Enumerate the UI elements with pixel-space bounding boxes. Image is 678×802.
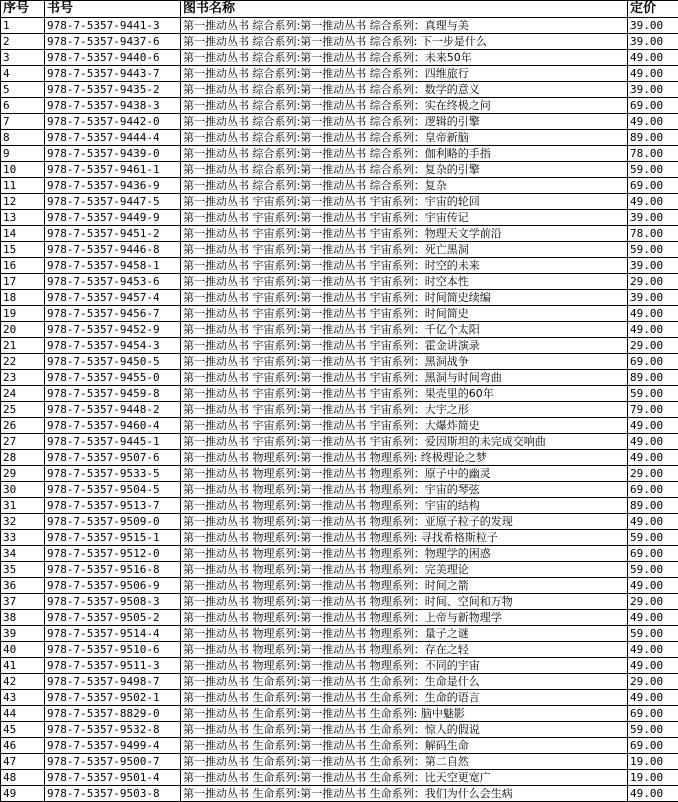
cell-title[interactable]: 第一推动丛书 物理系列:第一推动丛书 物理系列: 终极理论之梦: [181, 450, 628, 466]
cell-isbn[interactable]: 978-7-5357-9437-6: [45, 34, 181, 50]
cell-price[interactable]: 39.00: [628, 258, 678, 274]
table-row: [1, 610, 678, 626]
table-row: [1, 210, 678, 226]
cell-no[interactable]: 18: [1, 290, 45, 306]
cell-no[interactable]: 12: [1, 194, 45, 210]
cell-no[interactable]: 14: [1, 226, 45, 242]
cell-isbn[interactable]: 978-7-5357-9505-2: [45, 610, 181, 626]
cell-title[interactable]: 第一推动丛书 宇宙系列:第一推动丛书 宇宙系列：时空的未来: [181, 258, 628, 274]
cell-no[interactable]: 26: [1, 418, 45, 434]
cell-title[interactable]: 第一推动丛书 生命系列:第一推动丛书 生命系列：生命是什么: [181, 674, 628, 690]
cell-isbn[interactable]: 978-7-5357-9438-3: [45, 98, 181, 114]
cell-title[interactable]: 第一推动丛书 生命系列:第一推动丛书 生命系列：生命的语言: [181, 690, 628, 706]
cell-isbn[interactable]: 978-7-5357-9439-0: [45, 146, 181, 162]
cell-price[interactable]: 39.00: [628, 210, 678, 226]
cell-isbn[interactable]: 978-7-5357-9458-1: [45, 258, 181, 274]
cell-isbn[interactable]: 978-7-5357-9508-3: [45, 594, 181, 610]
table-row: [1, 162, 678, 178]
table-row: [1, 338, 678, 354]
cell-isbn[interactable]: 978-7-5357-9515-1: [45, 530, 181, 546]
cell-price[interactable]: 29.00: [628, 338, 678, 354]
cell-title[interactable]: 第一推动丛书 生命系列:第一推动丛书 生命系列：惊人的假说: [181, 722, 628, 738]
cell-price[interactable]: 79.00: [628, 402, 678, 418]
cell-no[interactable]: 3: [1, 50, 45, 66]
cell-price[interactable]: 19.00: [628, 770, 678, 786]
cell-price[interactable]: 59.00: [628, 722, 678, 738]
cell-price[interactable]: 69.00: [628, 546, 678, 562]
table-row: [1, 306, 678, 322]
cell-price[interactable]: 69.00: [628, 482, 678, 498]
cell-price[interactable]: 59.00: [628, 386, 678, 402]
cell-price[interactable]: 89.00: [628, 498, 678, 514]
cell-price[interactable]: 49.00: [628, 642, 678, 658]
table-row: [1, 226, 678, 242]
cell-price[interactable]: 49.00: [628, 418, 678, 434]
cell-price[interactable]: 49.00: [628, 450, 678, 466]
cell-no[interactable]: 9: [1, 146, 45, 162]
table-body: [1, 18, 678, 802]
cell-price[interactable]: 59.00: [628, 162, 678, 178]
cell-title[interactable]: 第一推动丛书 物理系列:第一推动丛书 物理系列：时间、空间和万物: [181, 594, 628, 610]
cell-isbn[interactable]: 978-7-5357-9509-0: [45, 514, 181, 530]
cell-title[interactable]: 第一推动丛书 宇宙系列:第一推动丛书 宇宙系列：物理天文学前沿: [181, 226, 628, 242]
cell-isbn[interactable]: 978-7-5357-9457-4: [45, 290, 181, 306]
cell-isbn[interactable]: 978-7-5357-9451-2: [45, 226, 181, 242]
table-row: [1, 466, 678, 482]
cell-title[interactable]: 第一推动丛书 物理系列:第一推动丛书 物理系列：不同的宇宙: [181, 658, 628, 674]
cell-title[interactable]: 第一推动丛书 物理系列:第一推动丛书 物理系列：完美理论: [181, 562, 628, 578]
table-row: [1, 514, 678, 530]
cell-price[interactable]: 49.00: [628, 114, 678, 130]
cell-isbn[interactable]: 978-7-5357-9533-5: [45, 466, 181, 482]
cell-isbn[interactable]: 978-7-5357-9513-7: [45, 498, 181, 514]
cell-title[interactable]: 第一推动丛书 宇宙系列:第一推动丛书 宇宙系列：果壳里的60年: [181, 386, 628, 402]
cell-no[interactable]: 41: [1, 658, 45, 674]
cell-title[interactable]: 第一推动丛书 综合系列:第一推动丛书 综合系列：四维旅行: [181, 66, 628, 82]
table-row: [1, 722, 678, 738]
cell-no[interactable]: 13: [1, 210, 45, 226]
cell-isbn[interactable]: 978-7-5357-9440-6: [45, 50, 181, 66]
cell-no[interactable]: 10: [1, 162, 45, 178]
cell-no[interactable]: 15: [1, 242, 45, 258]
cell-title[interactable]: 第一推动丛书 物理系列:第一推动丛书 物理系列：宇宙的结构: [181, 498, 628, 514]
cell-no[interactable]: 22: [1, 354, 45, 370]
cell-price[interactable]: 49.00: [628, 306, 678, 322]
cell-isbn[interactable]: 978-7-5357-9516-8: [45, 562, 181, 578]
cell-title[interactable]: 第一推动丛书 生命系列:第一推动丛书 生命系列: 脑中魅影: [181, 706, 628, 722]
cell-isbn[interactable]: 978-7-5357-9447-5: [45, 194, 181, 210]
cell-price[interactable]: 49.00: [628, 610, 678, 626]
cell-no[interactable]: 5: [1, 82, 45, 98]
cell-price[interactable]: 78.00: [628, 146, 678, 162]
cell-isbn[interactable]: 978-7-5357-9445-1: [45, 434, 181, 450]
cell-price[interactable]: 49.00: [628, 194, 678, 210]
cell-title[interactable]: 第一推动丛书 宇宙系列:第一推动丛书 宇宙系列：大宇之形: [181, 402, 628, 418]
cell-isbn[interactable]: 978-7-5357-9511-3: [45, 658, 181, 674]
cell-title[interactable]: 第一推动丛书 宇宙系列:第一推动丛书 宇宙系列：黑洞与时间弯曲: [181, 370, 628, 386]
cell-no[interactable]: 35: [1, 562, 45, 578]
cell-title[interactable]: 第一推动丛书 物理系列:第一推动丛书 物理系列: 寻找希格斯粒子: [181, 530, 628, 546]
cell-no[interactable]: 17: [1, 274, 45, 290]
cell-no[interactable]: 27: [1, 434, 45, 450]
cell-isbn[interactable]: 978-7-5357-9500-7: [45, 754, 181, 770]
cell-no[interactable]: 49: [1, 786, 45, 802]
table-row: [1, 690, 678, 706]
table-row: [1, 82, 678, 98]
table-row: [1, 18, 678, 34]
cell-isbn[interactable]: 978-7-5357-9435-2: [45, 82, 181, 98]
cell-title[interactable]: 第一推动丛书 综合系列:第一推动丛书 综合系列：数学的意义: [181, 82, 628, 98]
table-row: [1, 66, 678, 82]
cell-isbn[interactable]: 978-7-5357-9506-9: [45, 578, 181, 594]
cell-price[interactable]: 59.00: [628, 242, 678, 258]
table-row: [1, 562, 678, 578]
cell-price[interactable]: 59.00: [628, 562, 678, 578]
cell-no[interactable]: 33: [1, 530, 45, 546]
cell-price[interactable]: 49.00: [628, 786, 678, 802]
cell-isbn[interactable]: 978-7-5357-8829-0: [45, 706, 181, 722]
table-row: [1, 498, 678, 514]
header-no[interactable]: 序号: [1, 1, 45, 18]
cell-title[interactable]: 第一推动丛书 宇宙系列:第一推动丛书 宇宙系列：时空本性: [181, 274, 628, 290]
table-row: [1, 50, 678, 66]
cell-isbn[interactable]: 978-7-5357-9444-4: [45, 130, 181, 146]
table-row: [1, 274, 678, 290]
cell-title[interactable]: 第一推动丛书 综合系列:第一推动丛书 综合系列：复杂的引擎: [181, 162, 628, 178]
cell-no[interactable]: 4: [1, 66, 45, 82]
cell-no[interactable]: 11: [1, 178, 45, 194]
cell-price[interactable]: 39.00: [628, 34, 678, 50]
cell-no[interactable]: 28: [1, 450, 45, 466]
header-row: [1, 1, 678, 18]
cell-isbn[interactable]: 978-7-5357-9448-2: [45, 402, 181, 418]
cell-price[interactable]: 69.00: [628, 738, 678, 754]
cell-title[interactable]: 第一推动丛书 物理系列:第一推动丛书 物理系列：原子中的幽灵: [181, 466, 628, 482]
cell-isbn[interactable]: 978-7-5357-9503-8: [45, 786, 181, 802]
cell-no[interactable]: 24: [1, 386, 45, 402]
cell-title[interactable]: 第一推动丛书 物理系列:第一推动丛书 物理系列：上帝与新物理学: [181, 610, 628, 626]
cell-price[interactable]: 69.00: [628, 178, 678, 194]
table-row: [1, 402, 678, 418]
cell-isbn[interactable]: 978-7-5357-9532-8: [45, 722, 181, 738]
cell-no[interactable]: 34: [1, 546, 45, 562]
cell-title[interactable]: 第一推动丛书 物理系列:第一推动丛书 物理系列：亚原子粒子的发现: [181, 514, 628, 530]
cell-title[interactable]: 第一推动丛书 生命系列:第一推动丛书 生命系列：解码生命: [181, 738, 628, 754]
table-row: [1, 98, 678, 114]
cell-price[interactable]: 49.00: [628, 578, 678, 594]
cell-title[interactable]: 第一推动丛书 宇宙系列:第一推动丛书 宇宙系列：黑洞战争: [181, 354, 628, 370]
table-row: [1, 450, 678, 466]
table-row: [1, 114, 678, 130]
cell-title[interactable]: 第一推动丛书 宇宙系列:第一推动丛书 宇宙系列：时间简史续编: [181, 290, 628, 306]
cell-isbn[interactable]: 978-7-5357-9441-3: [45, 18, 181, 34]
cell-no[interactable]: 20: [1, 322, 45, 338]
cell-isbn[interactable]: 978-7-5357-9453-6: [45, 274, 181, 290]
table-row: [1, 786, 678, 802]
cell-isbn[interactable]: 978-7-5357-9512-0: [45, 546, 181, 562]
cell-isbn[interactable]: 978-7-5357-9510-6: [45, 642, 181, 658]
cell-isbn[interactable]: 978-7-5357-9442-0: [45, 114, 181, 130]
cell-no[interactable]: 29: [1, 466, 45, 482]
header-isbn[interactable]: 书号: [45, 1, 181, 18]
table-row: [1, 482, 678, 498]
cell-no[interactable]: 36: [1, 578, 45, 594]
cell-no[interactable]: 23: [1, 370, 45, 386]
cell-no[interactable]: 21: [1, 338, 45, 354]
cell-title[interactable]: 第一推动丛书 物理系列:第一推动丛书 物理系列：量子之谜: [181, 626, 628, 642]
cell-no[interactable]: 47: [1, 754, 45, 770]
cell-price[interactable]: 69.00: [628, 98, 678, 114]
cell-price[interactable]: 49.00: [628, 514, 678, 530]
table-row: [1, 754, 678, 770]
cell-price[interactable]: 19.00: [628, 754, 678, 770]
cell-price[interactable]: 49.00: [628, 50, 678, 66]
table-row: [1, 130, 678, 146]
table-row: [1, 578, 678, 594]
cell-no[interactable]: 2: [1, 34, 45, 50]
cell-isbn[interactable]: 978-7-5357-9459-8: [45, 386, 181, 402]
table-row: [1, 242, 678, 258]
cell-price[interactable]: 49.00: [628, 690, 678, 706]
table-row: [1, 290, 678, 306]
header-title[interactable]: 图书名称: [181, 1, 628, 18]
cell-title[interactable]: 第一推动丛书 宇宙系列:第一推动丛书 宇宙系列：千亿个太阳: [181, 322, 628, 338]
cell-title[interactable]: 第一推动丛书 宇宙系列:第一推动丛书 宇宙系列：死亡黑洞: [181, 242, 628, 258]
table-row: [1, 738, 678, 754]
cell-price[interactable]: 29.00: [628, 674, 678, 690]
table-row: [1, 674, 678, 690]
table-row: [1, 546, 678, 562]
cell-no[interactable]: 39: [1, 626, 45, 642]
cell-title[interactable]: 第一推动丛书 综合系列:第一推动丛书 综合系列：复杂: [181, 178, 628, 194]
cell-title[interactable]: 第一推动丛书 宇宙系列:第一推动丛书 宇宙系列：宇宙的轮回: [181, 194, 628, 210]
cell-title[interactable]: 第一推动丛书 综合系列:第一推动丛书 综合系列：实在终极之问: [181, 98, 628, 114]
cell-isbn[interactable]: 978-7-5357-9498-7: [45, 674, 181, 690]
cell-title[interactable]: 第一推动丛书 生命系列:第一推动丛书 生命系列：我们为什么会生病: [181, 786, 628, 802]
cell-title[interactable]: 第一推动丛书 宇宙系列:第一推动丛书 宇宙系列：宇宙传记: [181, 210, 628, 226]
cell-no[interactable]: 48: [1, 770, 45, 786]
cell-no[interactable]: 40: [1, 642, 45, 658]
cell-price[interactable]: 59.00: [628, 530, 678, 546]
table-row: [1, 354, 678, 370]
cell-title[interactable]: 第一推动丛书 综合系列:第一推动丛书 综合系列：伽利略的手指: [181, 146, 628, 162]
cell-no[interactable]: 25: [1, 402, 45, 418]
cell-isbn[interactable]: 978-7-5357-9454-3: [45, 338, 181, 354]
cell-price[interactable]: 78.00: [628, 226, 678, 242]
table-row: [1, 386, 678, 402]
cell-title[interactable]: 第一推动丛书 物理系列:第一推动丛书 物理系列：宇宙的琴弦: [181, 482, 628, 498]
cell-no[interactable]: 38: [1, 610, 45, 626]
cell-no[interactable]: 45: [1, 722, 45, 738]
cell-no[interactable]: 19: [1, 306, 45, 322]
table-row: [1, 706, 678, 722]
cell-isbn[interactable]: 978-7-5357-9452-9: [45, 322, 181, 338]
table-row: [1, 418, 678, 434]
table-row: [1, 594, 678, 610]
cell-title[interactable]: 第一推动丛书 综合系列:第一推动丛书 综合系列：逻辑的引擎: [181, 114, 628, 130]
cell-isbn[interactable]: 978-7-5357-9455-0: [45, 370, 181, 386]
cell-title[interactable]: 第一推动丛书 综合系列:第一推动丛书 综合系列：皇帝新脑: [181, 130, 628, 146]
table-row: [1, 642, 678, 658]
table-row: [1, 370, 678, 386]
cell-price[interactable]: 49.00: [628, 434, 678, 450]
cell-title[interactable]: 第一推动丛书 物理系列:第一推动丛书 物理系列：存在之轻: [181, 642, 628, 658]
cell-isbn[interactable]: 978-7-5357-9501-4: [45, 770, 181, 786]
table-row: [1, 322, 678, 338]
cell-no[interactable]: 31: [1, 498, 45, 514]
cell-isbn[interactable]: 978-7-5357-9504-5: [45, 482, 181, 498]
cell-isbn[interactable]: 978-7-5357-9514-4: [45, 626, 181, 642]
cell-no[interactable]: 46: [1, 738, 45, 754]
cell-isbn[interactable]: 978-7-5357-9446-8: [45, 242, 181, 258]
cell-no[interactable]: 32: [1, 514, 45, 530]
cell-no[interactable]: 43: [1, 690, 45, 706]
cell-isbn[interactable]: 978-7-5357-9456-7: [45, 306, 181, 322]
table-row: [1, 194, 678, 210]
cell-no[interactable]: 44: [1, 706, 45, 722]
cell-no[interactable]: 42: [1, 674, 45, 690]
cell-price[interactable]: 59.00: [628, 626, 678, 642]
table-row: [1, 34, 678, 50]
header-price[interactable]: 定价: [628, 1, 678, 18]
table-row: [1, 434, 678, 450]
cell-price[interactable]: 29.00: [628, 594, 678, 610]
cell-isbn[interactable]: 978-7-5357-9507-6: [45, 450, 181, 466]
cell-price[interactable]: 49.00: [628, 322, 678, 338]
cell-title[interactable]: 第一推动丛书 物理系列:第一推动丛书 物理系列：物理学的困惑: [181, 546, 628, 562]
cell-price[interactable]: 49.00: [628, 658, 678, 674]
cell-title[interactable]: 第一推动丛书 宇宙系列:第一推动丛书 宇宙系列：爱因斯坦的未完成交响曲: [181, 434, 628, 450]
cell-title[interactable]: 第一推动丛书 宇宙系列:第一推动丛书 宇宙系列：霍金讲演录: [181, 338, 628, 354]
cell-price[interactable]: 69.00: [628, 706, 678, 722]
table-row: [1, 178, 678, 194]
table-row: [1, 530, 678, 546]
table-row: [1, 258, 678, 274]
cell-title[interactable]: 第一推动丛书 综合系列:第一推动丛书 综合系列：未来50年: [181, 50, 628, 66]
cell-title[interactable]: 第一推动丛书 宇宙系列:第一推动丛书 宇宙系列：大爆炸简史: [181, 418, 628, 434]
cell-title[interactable]: 第一推动丛书 生命系列:第一推动丛书 生命系列：第二自然: [181, 754, 628, 770]
table-row: [1, 146, 678, 162]
cell-title[interactable]: 第一推动丛书 综合系列:第一推动丛书 综合系列：真理与美: [181, 18, 628, 34]
cell-price[interactable]: 39.00: [628, 290, 678, 306]
cell-isbn[interactable]: 978-7-5357-9436-9: [45, 178, 181, 194]
cell-isbn[interactable]: 978-7-5357-9499-4: [45, 738, 181, 754]
cell-price[interactable]: 89.00: [628, 130, 678, 146]
cell-title[interactable]: 第一推动丛书 综合系列:第一推动丛书 综合系列: 下一步是什么: [181, 34, 628, 50]
cell-no[interactable]: 37: [1, 594, 45, 610]
cell-no[interactable]: 30: [1, 482, 45, 498]
cell-no[interactable]: 1: [1, 18, 45, 34]
cell-no[interactable]: 8: [1, 130, 45, 146]
cell-no[interactable]: 7: [1, 114, 45, 130]
cell-no[interactable]: 6: [1, 98, 45, 114]
cell-isbn[interactable]: 978-7-5357-9450-5: [45, 354, 181, 370]
cell-price[interactable]: 29.00: [628, 274, 678, 290]
cell-isbn[interactable]: 978-7-5357-9502-1: [45, 690, 181, 706]
cell-isbn[interactable]: 978-7-5357-9461-1: [45, 162, 181, 178]
cell-title[interactable]: 第一推动丛书 宇宙系列:第一推动丛书 宇宙系列：时间简史: [181, 306, 628, 322]
table-row: [1, 770, 678, 786]
cell-isbn[interactable]: 978-7-5357-9449-9: [45, 210, 181, 226]
cell-title[interactable]: 第一推动丛书 物理系列:第一推动丛书 物理系列：时间之箭: [181, 578, 628, 594]
cell-price[interactable]: 39.00: [628, 18, 678, 34]
table-row: [1, 658, 678, 674]
cell-price[interactable]: 49.00: [628, 66, 678, 82]
cell-isbn[interactable]: 978-7-5357-9443-7: [45, 66, 181, 82]
cell-price[interactable]: 89.00: [628, 370, 678, 386]
cell-price[interactable]: 29.00: [628, 466, 678, 482]
cell-title[interactable]: 第一推动丛书 生命系列:第一推动丛书 生命系列：比天空更宽广: [181, 770, 628, 786]
table-row: [1, 626, 678, 642]
cell-price[interactable]: 69.00: [628, 354, 678, 370]
cell-no[interactable]: 16: [1, 258, 45, 274]
cell-isbn[interactable]: 978-7-5357-9460-4: [45, 418, 181, 434]
cell-price[interactable]: 39.00: [628, 82, 678, 98]
